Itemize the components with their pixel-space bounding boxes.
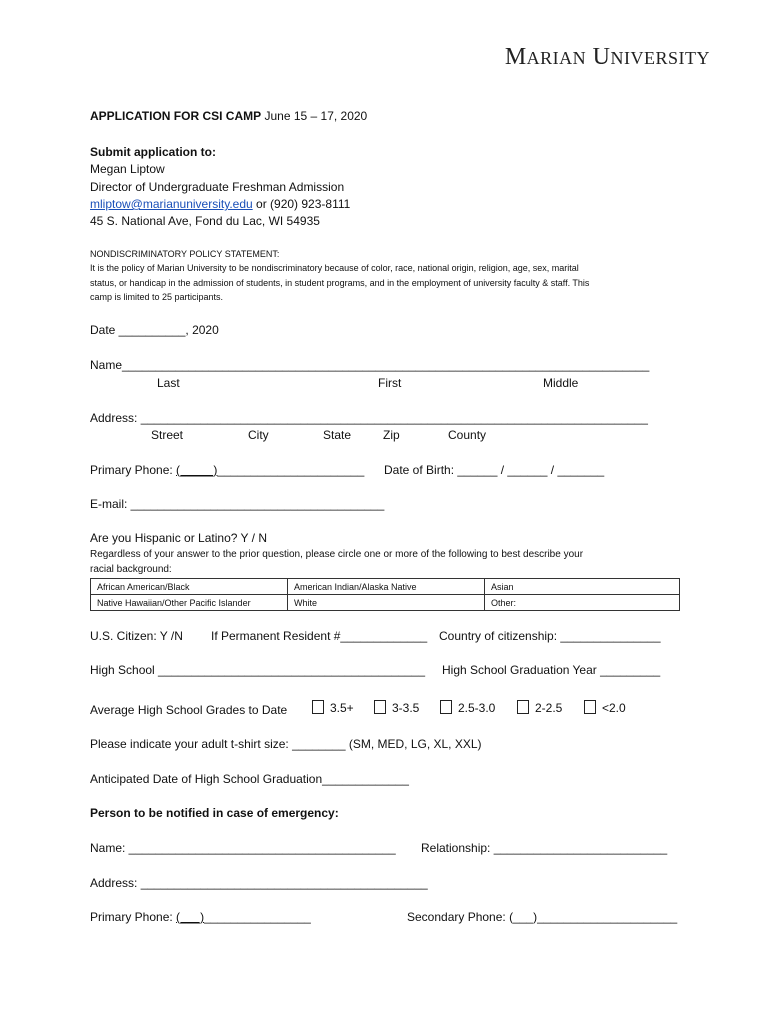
date-field[interactable]: Date __________, 2020 — [90, 323, 219, 337]
grade-option-2[interactable]: 3-3.5 — [374, 700, 419, 715]
policy-heading: NONDISCRIMINATORY POLICY STATEMENT: — [90, 249, 280, 259]
name-first-label: First — [378, 376, 402, 390]
race-option[interactable]: Asian — [485, 579, 680, 595]
emergency-relationship-field[interactable]: Relationship: __________________________ — [421, 841, 668, 855]
checkbox-icon[interactable] — [584, 700, 596, 714]
contact-phone: or (920) 923-8111 — [252, 197, 351, 211]
emergency-secondary-phone-field[interactable]: Secondary Phone: (___)_____________________ — [407, 910, 678, 924]
grade-option-3[interactable]: 2.5-3.0 — [440, 700, 495, 715]
citizen-field[interactable]: U.S. Citizen: Y /N — [90, 629, 183, 643]
race-option[interactable]: White — [288, 595, 485, 611]
application-title: APPLICATION FOR CSI CAMP June 15 – 17, 2020 — [90, 109, 368, 123]
address-state-label: State — [323, 428, 352, 442]
table-row — [91, 579, 680, 595]
checkbox-icon[interactable] — [517, 700, 529, 714]
policy-line-1: It is the policy of Marian University to be nondiscriminatory because of color, race, national origin, religion, age, sex, marital — [90, 263, 579, 273]
contact-name: Megan Liptow — [90, 162, 165, 176]
emergency-address-field[interactable]: Address: ___________________________________________ — [90, 876, 428, 890]
high-school-field[interactable]: High School ________________________________________ — [90, 663, 425, 677]
address-zip-label: Zip — [383, 428, 400, 442]
anticipated-grad-field[interactable]: Anticipated Date of High School Graduation_____________ — [90, 772, 409, 786]
contact-email-link[interactable]: mliptow@marianuniversity.edu — [90, 197, 253, 211]
policy-line-2: status, or handicap in the admission of students, in student programs, and in the employment of university faculty & staff. This — [90, 278, 590, 288]
race-option[interactable]: Other: — [485, 595, 680, 611]
grades-label: Average High School Grades to Date — [90, 703, 288, 717]
race-option[interactable]: Native Hawaiian/Other Pacific Islander — [91, 595, 288, 611]
grade-option-5[interactable]: <2.0 — [584, 700, 626, 715]
contact-email-line — [90, 197, 350, 211]
checkbox-icon[interactable] — [374, 700, 386, 714]
address-county-label: County — [448, 428, 487, 442]
name-last-label: Last — [157, 376, 180, 390]
contact-address: 45 S. National Ave, Fond du Lac, WI 54935 — [90, 214, 320, 228]
dob-field[interactable]: Date of Birth: ______ / ______ / _______ — [384, 463, 605, 477]
emergency-name-field[interactable]: Name: ________________________________________ — [90, 841, 396, 855]
name-field[interactable]: Name_______________________________________________________________________________ — [90, 358, 650, 372]
primary-phone-field[interactable]: Primary Phone: (_____)______________________ — [90, 463, 365, 477]
race-note-1: Regardless of your answer to the prior question, please circle one or more of the following to best describe your — [90, 549, 584, 560]
address-field[interactable]: Address: ____________________________________________________________________________ — [90, 411, 648, 425]
name-middle-label: Middle — [543, 376, 579, 390]
hs-grad-year-field[interactable]: High School Graduation Year _________ — [442, 663, 661, 677]
contact-role: Director of Undergraduate Freshman Admission — [90, 180, 345, 194]
emergency-primary-phone-field[interactable]: Primary Phone: (___)________________ — [90, 910, 311, 924]
race-option[interactable]: African American/Black — [91, 579, 288, 595]
hispanic-question[interactable]: Are you Hispanic or Latino? Y / N — [90, 531, 267, 545]
address-city-label: City — [248, 428, 269, 442]
country-field[interactable]: Country of citizenship: _______________ — [439, 629, 661, 643]
emergency-heading: Person to be notified in case of emergency: — [90, 806, 339, 820]
checkbox-icon[interactable] — [440, 700, 452, 714]
tshirt-field[interactable]: Please indicate your adult t-shirt size: ________ (SM, MED, LG, XL, XXL) — [90, 737, 482, 751]
permanent-resident-field[interactable]: If Permanent Resident #_____________ — [211, 629, 428, 643]
table-row — [91, 595, 680, 611]
race-option[interactable]: American Indian/Alaska Native — [288, 579, 485, 595]
submit-heading: Submit application to: — [90, 145, 216, 159]
email-field[interactable]: E-mail: ______________________________________ — [90, 497, 385, 511]
race-note-2: racial background: — [90, 564, 172, 575]
policy-line-3: camp is limited to 25 participants. — [90, 292, 224, 302]
race-table — [90, 578, 680, 611]
university-logo: MARIAN UNIVERSITY — [504, 44, 710, 70]
address-street-label: Street — [151, 428, 184, 442]
checkbox-icon[interactable] — [312, 700, 324, 714]
grade-option-4[interactable]: 2-2.5 — [517, 700, 562, 715]
grade-option-1[interactable]: 3.5+ — [312, 700, 354, 715]
